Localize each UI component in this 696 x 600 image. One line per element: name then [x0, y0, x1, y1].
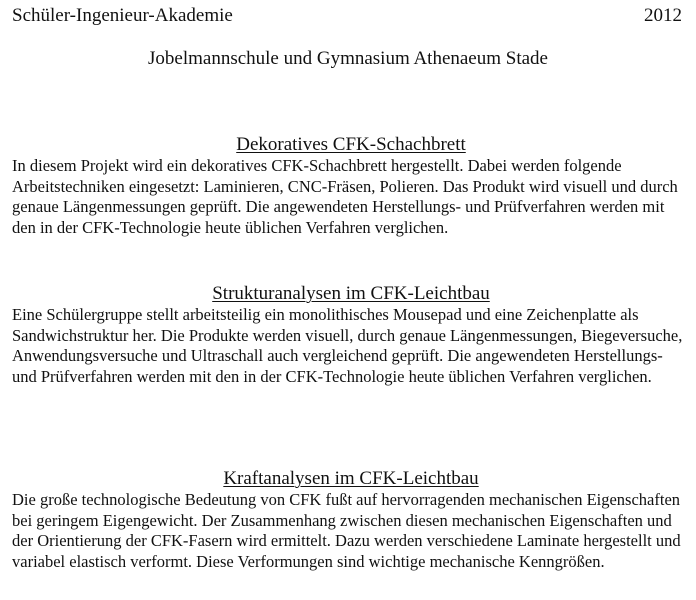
- project-title: Dekoratives CFK-Schachbrett: [236, 134, 466, 155]
- project-description: Eine Schülergruppe stellt arbeitsteilig ein monolithisches Mousepad und eine Zeichenplatte als Sandwichstruktur her. Die Produkte werden visuell, durch genaue Längenmessungen, Biegeversuche, Anwendungsversuche und Ultraschall auch vergleichend geprüft. Die angewendeten Herstellungs- und Prüfverfahren werden mit den in der CFK-Technologie heute üblichen Verfahren verglichen.: [12, 305, 683, 386]
- project-section-3: [12, 468, 690, 572]
- project-title: Strukturanalysen im CFK-Leichtbau: [212, 283, 490, 304]
- school-name: Jobelmannschule und Gymnasium Athenaeum Stade: [148, 48, 548, 69]
- project-title: Kraftanalysen im CFK-Leichtbau: [223, 468, 479, 489]
- project-description: Die große technologische Bedeutung von CFK fußt auf hervorragenden mechanischen Eigenschaften bei geringem Eigengewicht. Der Zusammenhang zwischen diesen mechanischen Eigenschaften und der Orientierung der CFK-Fasern wird ermittelt. Dazu werden verschiedene Laminate hergestellt und variabel elastisch verformt. Diese Verformungen sind wichtige mechanische Kenngrößen.: [12, 490, 681, 571]
- header-title: Schüler-Ingenieur-Akademie: [12, 5, 233, 26]
- project-section-1: [12, 134, 690, 238]
- header-year: 2012: [644, 5, 682, 26]
- project-description: In diesem Projekt wird ein dekoratives CFK-Schachbrett hergestellt. Dabei werden folgende Arbeitstechniken eingesetzt: Laminieren, CNC-Fräsen, Polieren. Das Produkt wird visuell und durch genaue Längenmessungen geprüft. Die angewendeten Herstellungs- und Prüfverfahren werden mit den in der CFK-Technologie heute üblichen Verfahren verglichen.: [12, 156, 678, 237]
- project-section-2: [12, 283, 690, 387]
